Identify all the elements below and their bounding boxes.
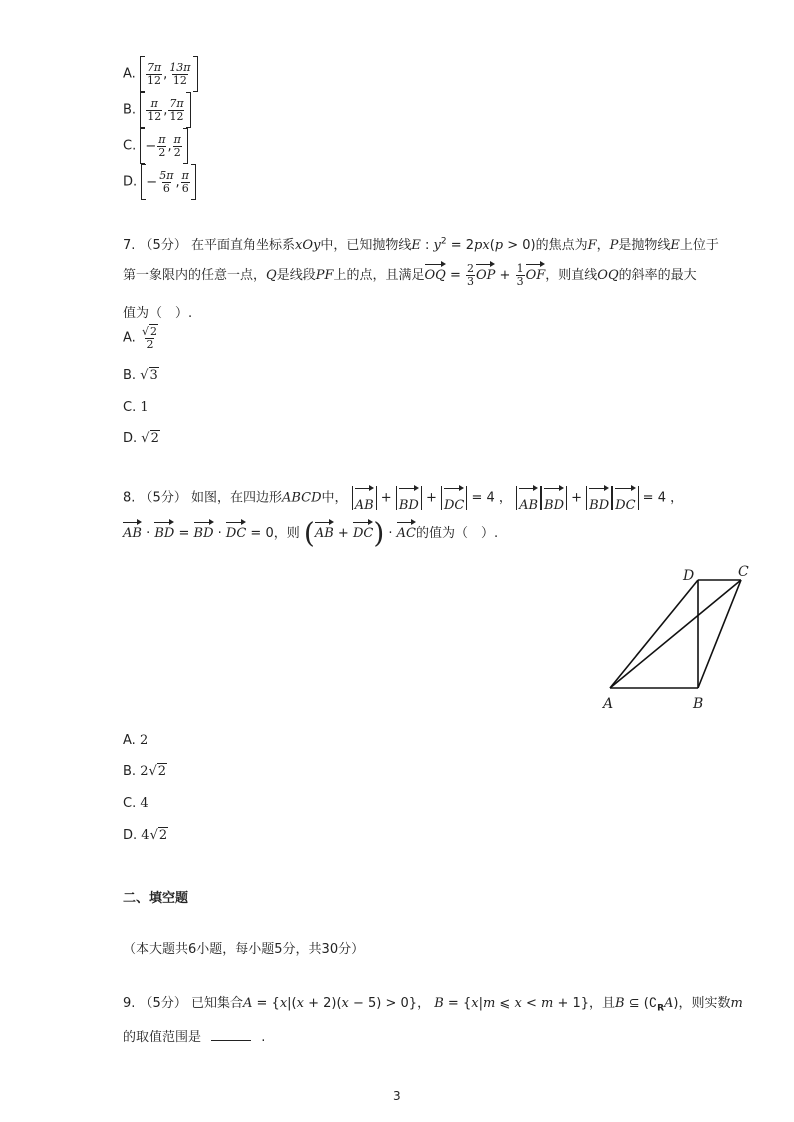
section-note: （本大题共6小题，每小题5分，共30分） [123,942,365,957]
label-c: C [738,564,749,580]
q7-line-3: 值为（ ）. [123,306,193,321]
label-d: D [683,568,695,584]
answer-blank[interactable] [211,1040,251,1041]
q7-line-1: 7. （5分） 在平面直角坐标系xOy中，已知抛物线E : $y^2 = 2px(p > 0)$的焦点为F，P是抛物线E上位于 [123,236,719,253]
q8-option-b-math: 2√2 [140,764,167,779]
label-a: A [603,696,614,712]
q6-option-a: A. $\frac{7\pi}{12}$ , $\frac{13\pi}{12}$ [123,56,198,92]
diagonal-ac [610,580,741,688]
q7-option-d: D. √2 [123,431,159,446]
q9-line-2: 的取值范围是 . [123,1030,266,1045]
figure-lines [610,580,741,688]
q7-option-a: A. $\frac{√2}{2}$ [123,325,157,351]
q6-option-d: D. − $\frac{5\pi}{6}$ , $\frac{\pi}{6}$ [123,164,196,200]
q8-option-a: A. 2 [123,733,149,748]
q6-option-c-math: − $\frac{\pi}{2}$ , $\frac{\pi}{2}$ [140,128,188,164]
q8-option-b: B. 2√2 [123,764,167,779]
q6-option-b-math: $\frac{\pi}{12}$ , $\frac{7\pi}{12}$ [140,92,190,128]
q8-line-1: 8. （5分） 如图，在四边形ABCD中， AB + BD + DC = 4 ， AB BD + BD DC = 4 ， [123,486,683,510]
q7-option-b: B. √3 [123,368,158,383]
q7-option-a-math: $\frac{√2}{2}$ [141,325,157,351]
q8-option-d: D. 4√2 [123,828,168,843]
quadrilateral-figure [595,560,765,720]
q7-option-c: C. 1 [123,400,149,415]
q6-option-a-math: $\frac{7\pi}{12}$ , $\frac{13\pi}{12}$ [140,56,198,92]
q7-option-b-math: √3 [140,368,158,383]
side-bc [698,580,741,688]
side-da [610,580,698,688]
q7-option-d-math: √2 [141,431,159,446]
label-b: B [693,696,704,712]
q8-line-2: AB · BD = BD · DC = 0，则 (AB + DC) · AC的值为（ ）. [123,516,499,550]
q7-line-2: 第一象限内的任意一点，Q是线段PF上的点，且满足OQ = $\frac{2}{3}$ OP + $\frac{1}{3}$ OF，则直线OQ的斜率的最大 [123,262,697,288]
q8-option-d-math: 4√2 [141,828,168,843]
q9-line-1: 9. （5分） 已知集合A = {x|(x + 2)(x − 5) > 0}， B = {x|m ⩽ x < m + 1}，且B ⊆ $(∁_RA)$，则实数m [123,996,743,1014]
page-number: 3 [393,1089,401,1103]
q8-option-c: C. 4 [123,796,149,811]
q6-option-c: C. − $\frac{\pi}{2}$ , $\frac{\pi}{2}$ [123,128,188,164]
q6-option-d-math: − $\frac{5\pi}{6}$ , $\frac{\pi}{6}$ [141,164,196,200]
section-title: 二、填空题 [123,891,189,906]
q6-option-b: B. $\frac{\pi}{12}$ , $\frac{7\pi}{12}$ [123,92,191,128]
